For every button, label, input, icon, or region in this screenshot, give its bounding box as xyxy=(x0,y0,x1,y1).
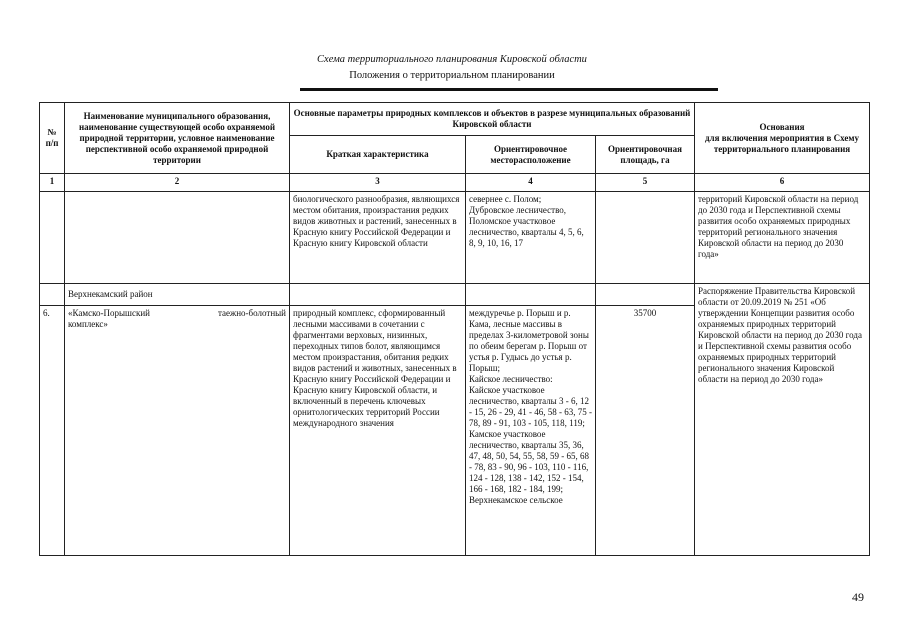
row-number xyxy=(40,192,65,284)
row-name xyxy=(65,192,290,284)
row-area xyxy=(596,192,695,284)
district-row xyxy=(40,284,870,306)
row-name-part: комплекс» xyxy=(68,319,108,329)
column-number: 3 xyxy=(290,174,466,192)
header-rule xyxy=(300,88,718,91)
document-title: Схема территориального планирования Кировской области xyxy=(317,54,587,65)
row-area: 35700 xyxy=(596,306,695,556)
row-description: природный комплекс, сформированный лесными массивами в сочетании с фрагментами верховых, низинных, переходных типов болот, являющимся местом произрастания, обитания редких видов растений и животных, занесенных в Красную книгу Российской Федерации и Красную книгу Кировской области, и включенный в перечень ключевых орнитологических территорий России международного значения xyxy=(290,306,466,556)
row-name-part: таежно-болотный xyxy=(217,308,286,318)
row-name xyxy=(65,306,290,556)
column-number: 2 xyxy=(65,174,290,192)
header-number: № п/п xyxy=(40,103,65,174)
row-basis: территорий Кировской области на период до 2030 года и Перспективной схемы развития особо охраняемых природных территорий регионального значения Кировской области на период до 2030 года» xyxy=(695,192,870,284)
column-number: 5 xyxy=(596,174,695,192)
row-name-part: «Камско-Порышский xyxy=(68,308,150,318)
column-number: 6 xyxy=(695,174,870,192)
row-number: 6. xyxy=(40,306,65,556)
table-row xyxy=(40,192,870,284)
header-description: Краткая характеристика xyxy=(290,136,466,174)
header-name: Наименование муниципального образования, наименование существующей особо охраняемой природной территории, условное наименование перспективной особо охраняемой природной территории xyxy=(65,103,290,174)
header-main-parameters: Основные параметры природных комплексов и объектов в разрезе муниципальных образований Кировской области xyxy=(290,103,695,136)
header-basis: Основания для включения мероприятия в Схему территориального планирования xyxy=(695,103,870,174)
row-location: севернее с. Полом; Дубровское лесничество, Поломское участковое лесничество, кварталы 4, 5, 6, 8, 9, 10, 16, 17 xyxy=(466,192,596,284)
row-basis: Распоряжение Правительства Кировской области от 20.09.2019 № 251 «Об утверждении Концепции развития особо охраняемых природных территорий Кировской области на период до 2030 года и Перспективной схемы развития особо охраняемых природных территорий регионального значения Кировской области на период до 2030 года» xyxy=(695,284,870,556)
district-name: Верхнекамский район xyxy=(65,284,290,306)
page-number: 49 xyxy=(852,590,864,604)
row-location: междуречье р. Порыш и р. Кама, лесные массивы в пределах 3-километровой зоны по обеим берегам р. Порыш от устья р. Гудысь до устья р. Порыш; Кайское лесничество: Кайское участковое лесничество, кварталы 3 - 6, 12 - 15, 26 - 29, 41 - 46, 58 - 63, 75 - 78, 89 - 91, 103 - 105, 118, 119; Камское участковое лесничество, кварталы 35, 36, 47, 48, 50, 54, 55, 58, 59 - 65, 68 - 78, 83 - 90, 96 - 103, 110 - 116, 124 - 128, 138 - 142, 152 - 154, 166 - 168, 182 - 184, 199; Верхнекамское сельское xyxy=(466,306,596,556)
document-subtitle: Положения о территориальном планировании xyxy=(349,70,555,81)
header-location: Ориентировочное местораcположение xyxy=(466,136,596,174)
column-number: 1 xyxy=(40,174,65,192)
column-numbers-row xyxy=(40,174,870,192)
row-description: биологического разнообразия, являющихся местом обитания, произрастания редких видов животных и растений, занесенных в Красную книгу Российской Федерации и Красную книгу Кировской области xyxy=(290,192,466,284)
planning-table xyxy=(39,102,870,556)
header-area: Ориентировочная площадь, га xyxy=(596,136,695,174)
column-number: 4 xyxy=(466,174,596,192)
